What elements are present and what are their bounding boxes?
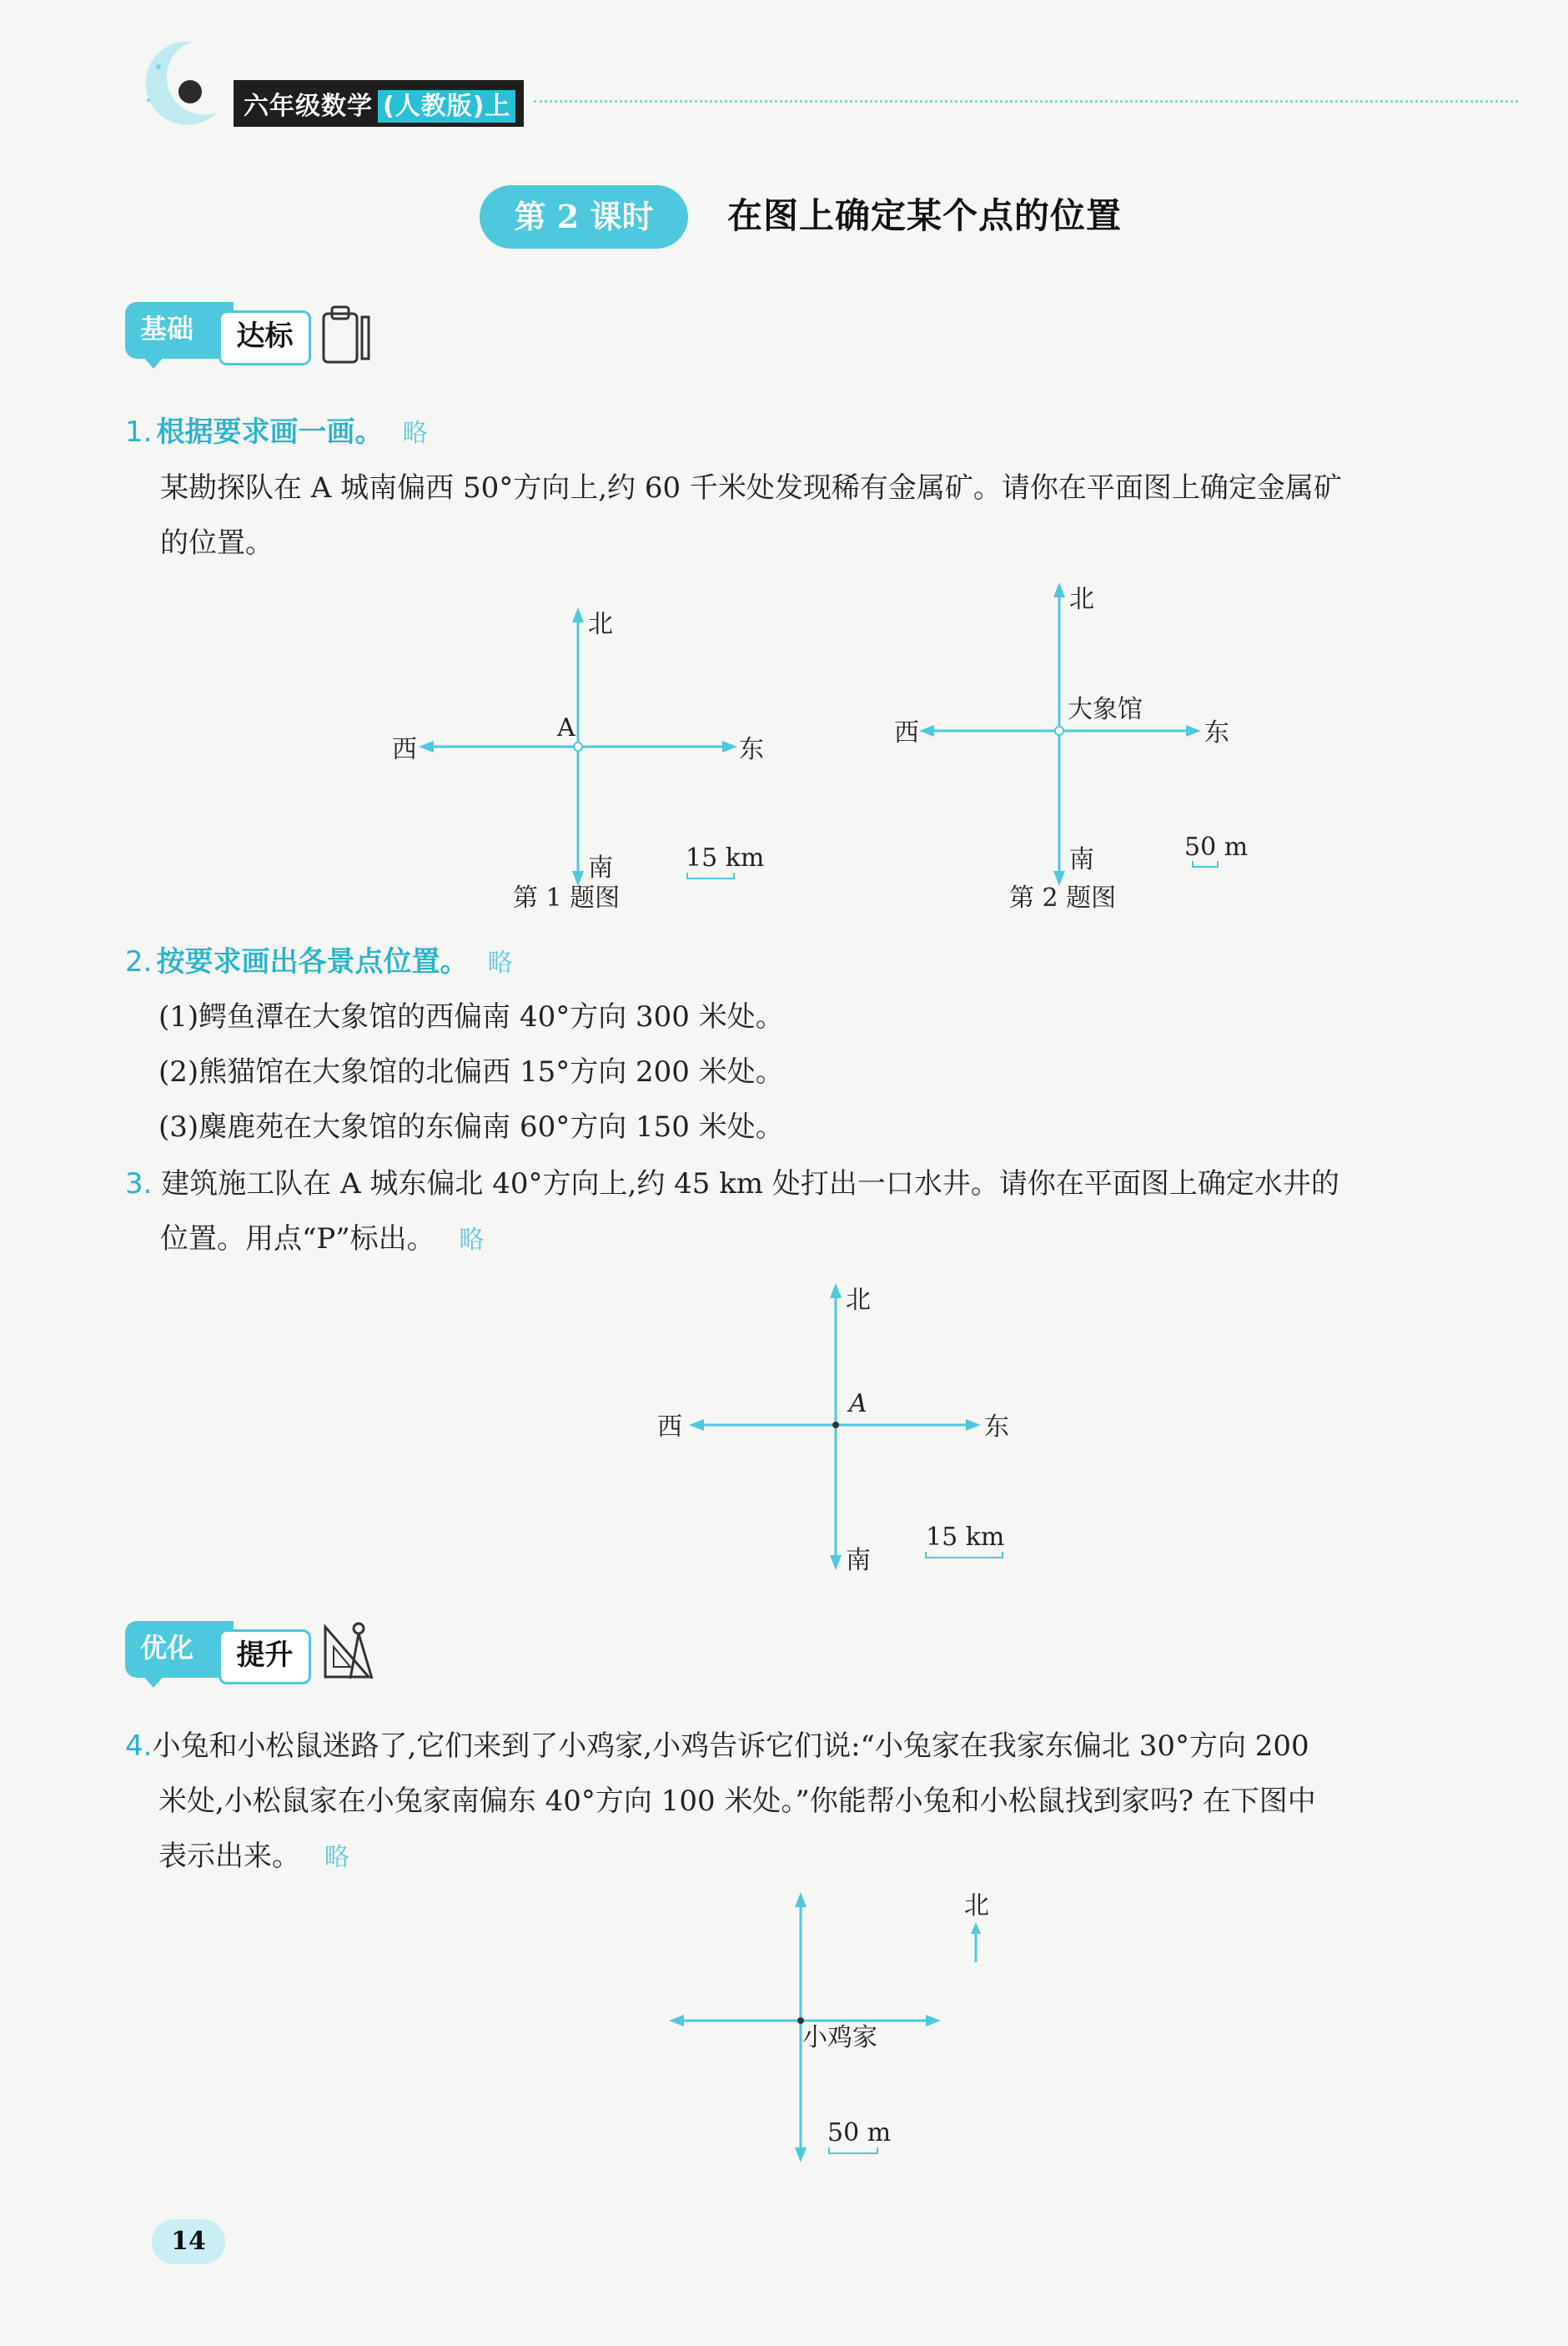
q2-answer: 略 — [487, 949, 513, 978]
moon-logo-icon — [125, 33, 234, 133]
header-divider — [534, 100, 1518, 103]
fig2-caption: 第 2 题图 — [1009, 884, 1117, 913]
q4-text-line2: 米处,小松鼠家在小兔家南偏东 40°方向 100 米处。”你能帮小兔和小松鼠找到家吗? 在下图中 — [158, 1785, 1316, 1818]
q4-line3: 表示出来。 — [158, 1840, 300, 1873]
section-badge-part1: 基础 — [125, 302, 234, 359]
fig1-scale-label: 15 km — [686, 843, 765, 873]
fig2-north-label: 北 — [1069, 585, 1094, 614]
q4-text-line3 — [158, 1829, 349, 1885]
q1-answer: 略 — [402, 419, 428, 448]
q3-line2: 位置。用点“P”标出。 — [160, 1222, 435, 1256]
fig3-center-label: A — [849, 1389, 867, 1418]
figure-4-compass — [659, 1885, 1018, 2177]
fig1-east-label: 东 — [739, 735, 764, 764]
fig4-scale-label: 50 m — [827, 2118, 892, 2147]
section-badge-basic — [125, 302, 317, 369]
section-badge-advanced — [125, 1621, 317, 1688]
q2-number: 2. — [125, 945, 153, 979]
q1-title: 根据要求画一画。 — [156, 415, 384, 449]
q4-text-line1 — [125, 1719, 1309, 1774]
figure-2-compass — [867, 576, 1284, 934]
section-badge-part2: 达标 — [219, 310, 311, 365]
q1-text-line1: 某勘探队在 A 城南偏西 50°方向上,约 60 千米处发现稀有金属矿。请你在平面图上确定金属矿 — [160, 471, 1342, 505]
q2-item-2: (2)熊猫馆在大象馆的北偏西 15°方向 200 米处。 — [158, 1055, 784, 1089]
book-title-band — [234, 80, 524, 127]
q4-answer: 略 — [324, 1843, 349, 1872]
lesson-title: 在图上确定某个点的位置 — [727, 195, 1123, 236]
q2-item-3: (3)麋鹿苑在大象馆的东偏南 60°方向 150 米处。 — [158, 1110, 784, 1144]
fig2-south-label: 南 — [1069, 845, 1094, 874]
q3-answer: 略 — [459, 1226, 485, 1255]
fig3-scale-label: 15 km — [926, 1523, 1005, 1552]
figure-3-compass — [642, 1276, 1043, 1602]
fig4-north-label: 北 — [964, 1891, 989, 1921]
q1-number: 1. — [125, 415, 153, 449]
fig3-west-label: 西 — [657, 1412, 682, 1442]
lesson-tag: 第 2 课时 — [480, 185, 688, 249]
fig2-east-label: 东 — [1204, 718, 1229, 748]
q4-line1: 小兔和小松鼠迷路了,它们来到了小鸡家,小鸡告诉它们说:“小兔家在我家东偏北 30°方向 200 — [152, 1729, 1309, 1763]
q3-text-line2 — [160, 1211, 484, 1268]
fig2-scale-label: 50 m — [1184, 833, 1249, 862]
compass-ruler-icon — [319, 1617, 385, 1684]
q1-text-line2: 的位置。 — [160, 526, 274, 560]
fig2-west-label: 西 — [894, 718, 919, 748]
fig3-north-label: 北 — [846, 1286, 871, 1315]
fig2-center-label: 大象馆 — [1068, 695, 1143, 724]
clipboard-icon — [319, 302, 377, 369]
fig1-center-label: A — [557, 713, 575, 743]
q2-title: 按要求画出各景点位置。 — [156, 945, 469, 979]
fig3-east-label: 东 — [984, 1412, 1009, 1442]
fig1-north-label: 北 — [588, 610, 613, 639]
q3-line1: 建筑施工队在 A 城东偏北 40°方向上,约 45 km 处打出一口水井。请你在平面图上确定水井的 — [161, 1167, 1339, 1201]
q2-heading — [125, 939, 513, 979]
section-badge-part2: 提升 — [219, 1629, 311, 1684]
edition-label: (人教版)上 — [378, 90, 515, 123]
fig4-center-label: 小鸡家 — [802, 2023, 877, 2052]
fig3-south-label: 南 — [846, 1546, 871, 1575]
q1-heading — [125, 409, 428, 450]
fig1-south-label: 南 — [588, 853, 613, 883]
fig1-west-label: 西 — [392, 735, 417, 764]
q2-item-1: (1)鳄鱼潭在大象馆的西偏南 40°方向 300 米处。 — [158, 1000, 784, 1034]
q3-number: 3. — [125, 1167, 153, 1201]
q4-number: 4. — [125, 1729, 153, 1763]
fig1-caption: 第 1 题图 — [513, 884, 621, 913]
figure-1-compass — [375, 601, 792, 934]
q3-text-line1 — [125, 1156, 1339, 1211]
section-badge-part1: 优化 — [125, 1621, 234, 1678]
page-number: 14 — [152, 2219, 225, 2264]
book-title: 六年级数学 — [244, 92, 373, 121]
